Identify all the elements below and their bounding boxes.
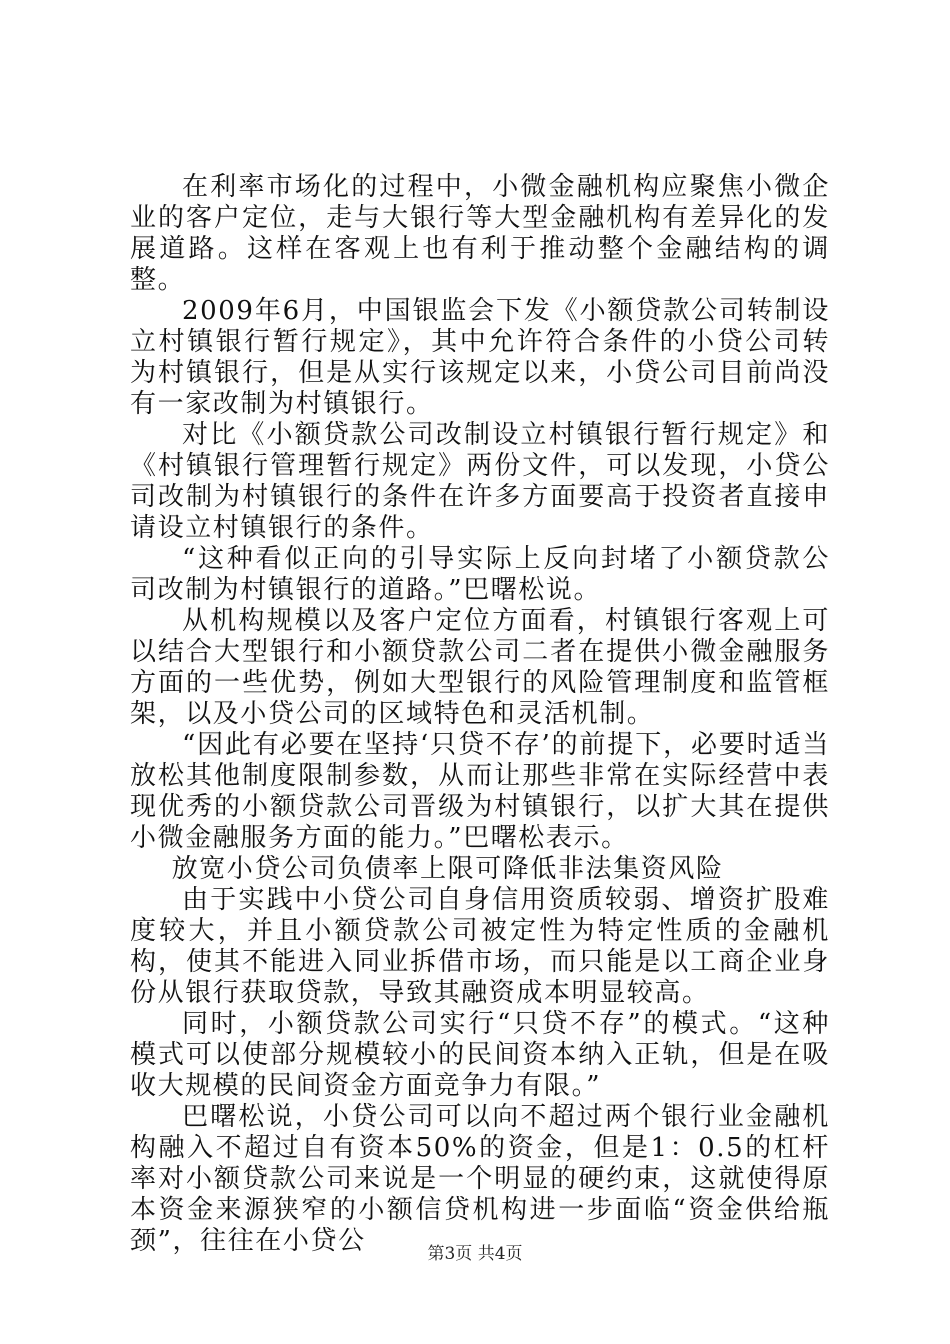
paragraph: “因此有必要在坚持‘只贷不存’的前提下，必要时适当放松其他制度限制参数，从而让那些非常在实际经营中表现优秀的小额贷款公司晋级为村镇银行，以扩大其在提供小微金融服务方面的能力。”巴曙松表示。 bbox=[130, 730, 830, 853]
paragraph: 同时，小额贷款公司实行“只贷不存”的模式。“这种模式可以使部分规模较小的民间资本纳入正轨，但是在吸收大规模的民间资金方面竞争力有限。” bbox=[130, 1009, 830, 1101]
paragraph: 在利率市场化的过程中，小微金融机构应聚焦小微企业的客户定位，走与大银行等大型金融机构有差异化的发展道路。这样在客观上也有利于推动整个金融结构的调整。 bbox=[130, 172, 830, 295]
paragraph: 2009年6月，中国银监会下发《小额贷款公司转制设立村镇银行暂行规定》，其中允许符合条件的小贷公司转为村镇银行，但是从实行该规定以来，小贷公司目前尚没有一家改制为村镇银行。 bbox=[130, 296, 830, 419]
paragraph: 由于实践中小贷公司自身信用资质较弱、增资扩股难度较大，并且小额贷款公司被定性为特定性质的金融机构，使其不能进入同业拆借市场，而只能是以工商企业身份从银行获取贷款，导致其融资成本明显较高。 bbox=[130, 885, 830, 1008]
paragraph: “这种看似正向的引导实际上反向封堵了小额贷款公司改制为村镇银行的道路。”巴曙松说。 bbox=[130, 544, 830, 605]
section-heading: 放宽小贷公司负债率上限可降低非法集资风险 bbox=[171, 854, 724, 884]
article-body bbox=[130, 172, 830, 1257]
paragraph: 巴曙松说，小贷公司可以向不超过两个银行业金融机构融入不超过自有资本50%的资金，但是1：0.5的杠杆率对小额贷款公司来说是一个明显的硬约束，这就使得原本资金来源狭窄的小额信贷机构进一步面临“资金供给瓶颈”，往往在小贷公 bbox=[130, 1102, 830, 1256]
paragraph: 对比《小额贷款公司改制设立村镇银行暂行规定》和《村镇银行管理暂行规定》两份文件，可以发现，小贷公司改制为村镇银行的条件在许多方面要高于投资者直接申请设立村镇银行的条件。 bbox=[130, 420, 830, 543]
paragraph: 从机构规模以及客户定位方面看，村镇银行客观上可以结合大型银行和小额贷款公司二者在提供小微金融服务方面的一些优势，例如大型银行的风险管理制度和监管框架，以及小贷公司的区域特色和灵活机制。 bbox=[130, 606, 830, 729]
page-footer: 第3页 共4页 bbox=[427, 1244, 523, 1264]
